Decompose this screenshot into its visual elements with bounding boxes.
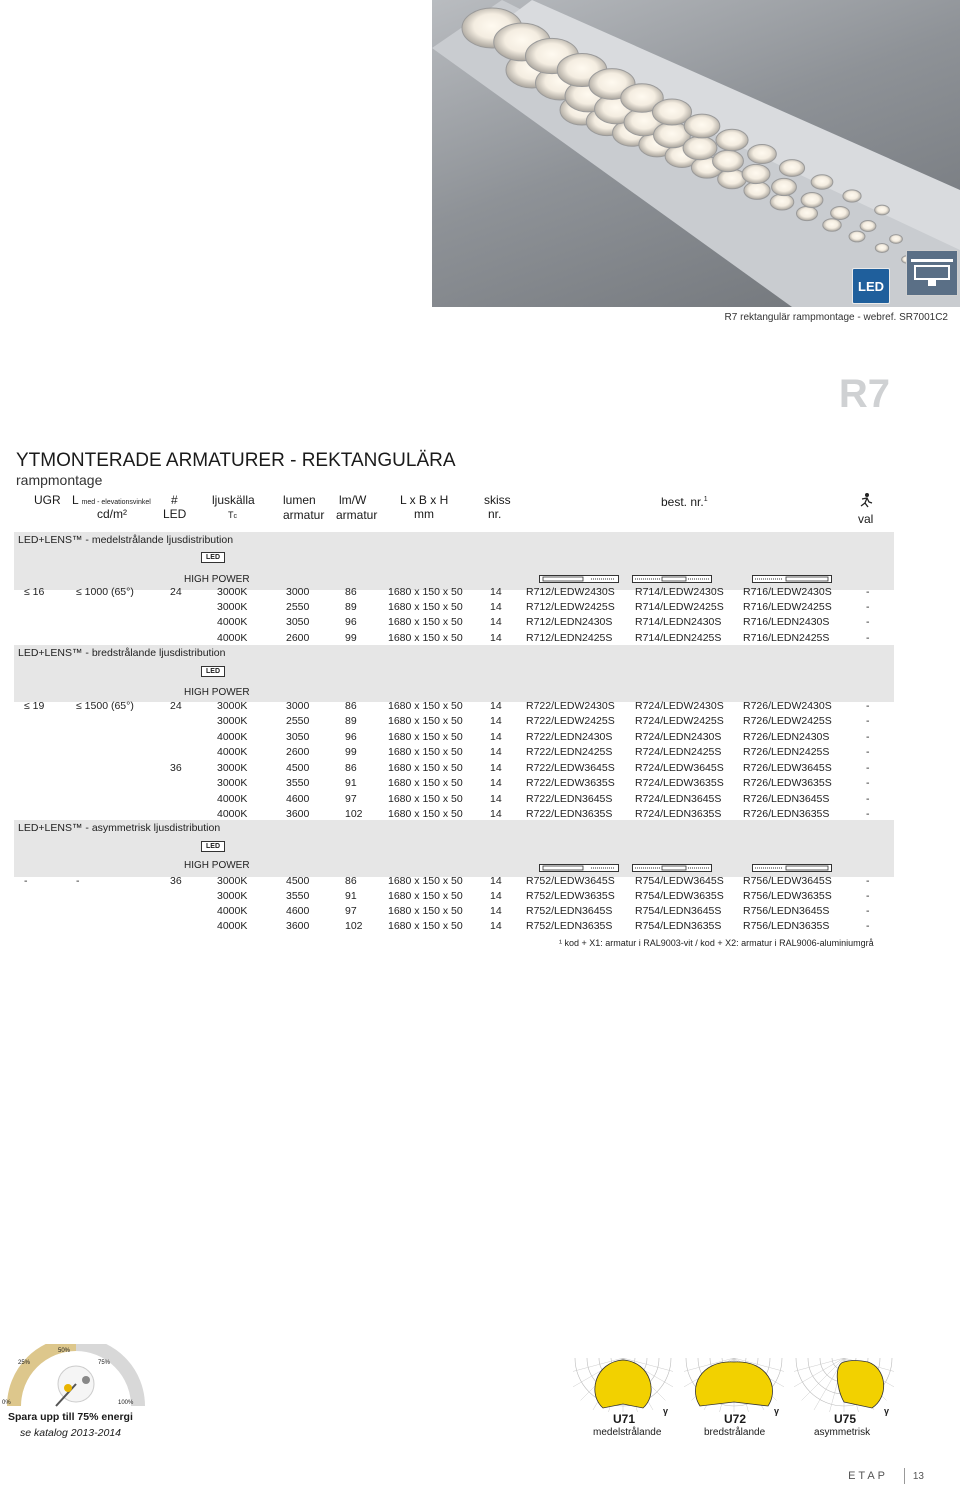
cell-order-r7x6: R726/LEDW2425S xyxy=(743,715,832,727)
cell-sketch: 14 xyxy=(490,762,502,774)
cell-val: - xyxy=(866,808,870,820)
cell-sketch: 14 xyxy=(490,890,502,902)
header-number: # xyxy=(171,493,178,507)
cell-dimensions: 1680 x 150 x 50 xyxy=(388,762,463,774)
cell-dimensions: 1680 x 150 x 50 xyxy=(388,700,463,712)
cell-efficacy: 91 xyxy=(345,890,357,902)
section-label-wide: LED+LENS™ - bredstrålande ljusdistribution xyxy=(18,647,226,659)
cell-sketch: 14 xyxy=(490,920,502,932)
cell-colour-temp: 4000K xyxy=(217,808,248,820)
cell-order-r7x6: R756/LEDW3635S xyxy=(743,890,832,902)
cell-lumen: 3600 xyxy=(286,920,310,932)
cell-val: - xyxy=(866,586,870,598)
cell-val: - xyxy=(866,700,870,712)
header-lumen-unit: armatur xyxy=(283,508,325,522)
cell-sketch: 14 xyxy=(490,746,502,758)
reflector-cup xyxy=(772,178,797,195)
table-row xyxy=(0,762,960,777)
cell-efficacy: 97 xyxy=(345,793,357,805)
page-subtitle: rampmontage xyxy=(16,472,103,488)
cell-order-r7x6: R756/LEDN3645S xyxy=(743,905,830,917)
cell-dimensions: 1680 x 150 x 50 xyxy=(388,777,463,789)
cell-lumen: 3000 xyxy=(286,586,310,598)
cell-sketch: 14 xyxy=(490,793,502,805)
cell-dimensions: 1680 x 150 x 50 xyxy=(388,715,463,727)
high-power-label-asymmetric: HIGH POWER xyxy=(184,860,250,871)
cell-order-r7x2: R722/LEDW3635S xyxy=(526,777,615,789)
cell-order-r7x6: R726/LEDN3645S xyxy=(743,793,830,805)
gauge-tick-25: 25% xyxy=(18,1360,31,1366)
table-row xyxy=(0,632,960,647)
cell-dimensions: 1680 x 150 x 50 xyxy=(388,905,463,917)
gauge-tick-0: 0% xyxy=(2,1400,11,1406)
cell-order-r7x4: R714/LEDN2425S xyxy=(635,632,722,644)
polar-name: bredstrålande xyxy=(704,1427,766,1438)
header-lmed-unit: cd/m² xyxy=(97,507,127,521)
gauge-tick-100: 100% xyxy=(118,1400,134,1406)
cell-order-r7x2: R752/LEDN3635S xyxy=(526,920,613,932)
cell-ugr: ≤ 16 xyxy=(24,586,45,598)
cell-order-r7x4: R714/LEDW2425S xyxy=(635,601,724,613)
table-row xyxy=(0,905,960,920)
luminaire-sketch-icon xyxy=(539,859,619,867)
emergency-exit-icon xyxy=(856,492,874,513)
cell-val: - xyxy=(866,875,870,887)
polar-code: U71 xyxy=(613,1412,636,1426)
energy-saving-reference: se katalog 2013-2014 xyxy=(20,1427,121,1439)
cell-order-r7x2: R752/LEDW3635S xyxy=(526,890,615,902)
reflector-cup xyxy=(875,205,890,215)
cell-order-r7x2: R722/LEDN3635S xyxy=(526,808,613,820)
cell-dimensions: 1680 x 150 x 50 xyxy=(388,808,463,820)
table-row xyxy=(0,808,960,823)
cell-ugr: ≤ 19 xyxy=(24,700,45,712)
cell-sketch: 14 xyxy=(490,632,502,644)
reflector-cup xyxy=(713,150,744,171)
cell-colour-temp: 4000K xyxy=(217,632,248,644)
cell-order-r7x6: R716/LEDN2425S xyxy=(743,632,830,644)
cell-order-r7x4: R724/LEDW2430S xyxy=(635,700,724,712)
cell-val: - xyxy=(866,890,870,902)
cell-order-r7x2: R712/LEDW2425S xyxy=(526,601,615,613)
reflector-cup xyxy=(770,194,794,210)
reflector-cup xyxy=(831,206,850,219)
reflector-cup xyxy=(796,206,817,220)
cell-dimensions: 1680 x 150 x 50 xyxy=(388,632,463,644)
reflector-cup xyxy=(890,235,903,244)
gauge-tick-75: 75% xyxy=(98,1360,111,1366)
cell-lumen: 4600 xyxy=(286,793,310,805)
cell-led-count: 24 xyxy=(170,700,182,712)
header-order xyxy=(661,493,708,509)
reflector-cup xyxy=(843,190,861,202)
cell-order-r7x2: R722/LEDN2425S xyxy=(526,746,613,758)
cell-lumen: 3050 xyxy=(286,731,310,743)
cell-efficacy: 102 xyxy=(345,920,363,932)
cell-dimensions: 1680 x 150 x 50 xyxy=(388,586,463,598)
cell-order-r7x2: R752/LEDW3645S xyxy=(526,875,615,887)
header-ugr: UGR xyxy=(34,493,61,507)
led-badge: LED xyxy=(852,268,890,304)
table-row xyxy=(0,920,960,935)
cell-order-r7x6: R726/LEDW3645S xyxy=(743,762,832,774)
cell-sketch: 14 xyxy=(490,616,502,628)
luminaire-sketch-icon xyxy=(632,570,712,578)
cell-order-r7x6: R726/LEDW3635S xyxy=(743,777,832,789)
cell-order-r7x6: R726/LEDW2430S xyxy=(743,700,832,712)
cell-order-r7x4: R724/LEDW2425S xyxy=(635,715,724,727)
high-power-label-medium: HIGH POWER xyxy=(184,574,250,585)
cell-colour-temp: 3000K xyxy=(217,715,248,727)
cell-efficacy: 97 xyxy=(345,905,357,917)
cell-colour-temp: 4000K xyxy=(217,746,248,758)
energy-saving-label: Spara upp till 75% energi xyxy=(8,1411,133,1423)
cell-order-r7x4: R724/LEDW3645S xyxy=(635,762,724,774)
reflector-cup xyxy=(683,136,717,159)
cell-dimensions: 1680 x 150 x 50 xyxy=(388,920,463,932)
cell-colour-temp: 3000K xyxy=(217,700,248,712)
reflector-cup xyxy=(860,221,876,232)
cell-val: - xyxy=(866,905,870,917)
cell-order-r7x2: R722/LEDN3645S xyxy=(526,793,613,805)
cell-order-r7x2: R712/LEDW2430S xyxy=(526,586,615,598)
product-code: R7 xyxy=(838,372,890,416)
cell-efficacy: 102 xyxy=(345,808,363,820)
header-dimensions: L x B x H xyxy=(400,493,449,507)
high-power-label-wide: HIGH POWER xyxy=(184,687,250,698)
cell-efficacy: 99 xyxy=(345,632,357,644)
section-label-asymmetric: LED+LENS™ - asymmetrisk ljusdistribution xyxy=(18,822,221,834)
cell-lumen: 4500 xyxy=(286,762,310,774)
cell-efficacy: 86 xyxy=(345,875,357,887)
cell-colour-temp: 4000K xyxy=(217,905,248,917)
reflector-cup xyxy=(716,129,748,150)
cell-colour-temp: 4000K xyxy=(217,616,248,628)
page-title: YTMONTERADE ARMATURER - REKTANGULÄRA xyxy=(16,450,456,471)
cell-order-r7x6: R726/LEDN3635S xyxy=(743,808,830,820)
cell-colour-temp: 3000K xyxy=(217,586,248,598)
page-number: 13 xyxy=(912,1471,924,1482)
table-row xyxy=(0,731,960,746)
header-order-footnote: 1 xyxy=(703,496,708,503)
cell-val: - xyxy=(866,632,870,644)
luminaire-sketch-icon xyxy=(752,570,832,578)
cell-sketch: 14 xyxy=(490,808,502,820)
reflector-cup xyxy=(811,175,833,189)
cell-order-r7x2: R722/LEDW2425S xyxy=(526,715,615,727)
cell-val: - xyxy=(866,715,870,727)
cell-sketch: 14 xyxy=(490,875,502,887)
cell-colour-temp: 3000K xyxy=(217,777,248,789)
reflector-cup xyxy=(823,219,841,232)
cell-efficacy: 96 xyxy=(345,731,357,743)
luminaire-illustration xyxy=(432,0,960,307)
reflector-cup xyxy=(779,160,804,177)
cell-val: - xyxy=(866,601,870,613)
cell-dimensions: 1680 x 150 x 50 xyxy=(388,746,463,758)
cell-order-r7x4: R754/LEDW3645S xyxy=(635,875,724,887)
brand-logo: ETAP xyxy=(848,1470,888,1482)
header-number-unit: LED xyxy=(163,507,187,521)
cell-lumen: 2600 xyxy=(286,632,310,644)
cell-val: - xyxy=(866,616,870,628)
cell-order-r7x4: R714/LEDW2430S xyxy=(635,586,724,598)
cell-efficacy: 89 xyxy=(345,715,357,727)
cell-order-r7x4: R724/LEDN3645S xyxy=(635,793,722,805)
cell-val: - xyxy=(866,746,870,758)
cell-efficacy: 91 xyxy=(345,777,357,789)
cell-order-r7x2: R722/LEDW2430S xyxy=(526,700,615,712)
cell-lumen: 2550 xyxy=(286,601,310,613)
cell-lumen: 2550 xyxy=(286,715,310,727)
cell-efficacy: 99 xyxy=(345,746,357,758)
cell-lumen: 3600 xyxy=(286,808,310,820)
cell-luminance: ≤ 1000 (65°) xyxy=(76,586,134,598)
gamma-symbol: γ xyxy=(663,1406,669,1416)
polar-code: U75 xyxy=(834,1412,857,1426)
cell-ugr: - xyxy=(24,875,28,887)
reflector-cup xyxy=(742,164,770,183)
cell-order-r7x2: R712/LEDN2430S xyxy=(526,616,613,628)
cell-order-r7x4: R714/LEDN2430S xyxy=(635,616,722,628)
luminaire-sketch-icon xyxy=(539,570,619,578)
cell-order-r7x6: R716/LEDW2430S xyxy=(743,586,832,598)
cell-val: - xyxy=(866,731,870,743)
surface-mount-icon xyxy=(906,250,958,296)
cell-order-r7x4: R754/LEDN3635S xyxy=(635,920,722,932)
cell-luminance: - xyxy=(76,875,80,887)
table-row xyxy=(0,715,960,730)
table-row xyxy=(0,890,960,905)
cell-efficacy: 89 xyxy=(345,601,357,613)
cell-dimensions: 1680 x 150 x 50 xyxy=(388,875,463,887)
footnote: ¹ kod + X1: armatur i RAL9003-vit / kod + X2: armatur i RAL9006-aluminiumgrå xyxy=(559,938,874,948)
cell-dimensions: 1680 x 150 x 50 xyxy=(388,601,463,613)
cell-val: - xyxy=(866,793,870,805)
cell-order-r7x2: R752/LEDN3645S xyxy=(526,905,613,917)
header-lmw: lm/W xyxy=(339,493,367,507)
header-source-unit-sub: c xyxy=(233,513,237,520)
cell-dimensions: 1680 x 150 x 50 xyxy=(388,616,463,628)
reflector-cup xyxy=(875,243,888,252)
cell-dimensions: 1680 x 150 x 50 xyxy=(388,731,463,743)
section-label-medium: LED+LENS™ - medelstrålande ljusdistribution xyxy=(18,534,234,546)
cell-order-r7x4: R724/LEDW3635S xyxy=(635,777,724,789)
polar-diagram-u75 xyxy=(794,1358,894,1412)
table-row xyxy=(0,616,960,631)
cell-order-r7x6: R756/LEDW3645S xyxy=(743,875,832,887)
cell-val: - xyxy=(866,920,870,932)
cell-order-r7x4: R724/LEDN3635S xyxy=(635,808,722,820)
cell-led-count: 24 xyxy=(170,586,182,598)
cell-lumen: 2600 xyxy=(286,746,310,758)
product-photo xyxy=(432,0,960,307)
header-order-label: best. nr. xyxy=(661,495,704,509)
polar-name: medelstrålande xyxy=(593,1427,662,1438)
cell-sketch: 14 xyxy=(490,731,502,743)
footer-divider xyxy=(904,1468,905,1484)
header-source-unit-t: T xyxy=(228,510,234,520)
cell-dimensions: 1680 x 150 x 50 xyxy=(388,793,463,805)
cell-led-count: 36 xyxy=(170,762,182,774)
luminaire-sketch-icon xyxy=(752,859,832,867)
cell-colour-temp: 4000K xyxy=(217,920,248,932)
cell-colour-temp: 3000K xyxy=(217,890,248,902)
cell-order-r7x4: R754/LEDW3635S xyxy=(635,890,724,902)
cell-lumen: 3050 xyxy=(286,616,310,628)
photo-caption: R7 rektangulär rampmontage - webref. SR7001C2 xyxy=(724,312,948,323)
cell-order-r7x4: R724/LEDN2425S xyxy=(635,746,722,758)
table-row xyxy=(0,601,960,616)
polar-code: U72 xyxy=(724,1412,747,1426)
cell-order-r7x2: R722/LEDW3645S xyxy=(526,762,615,774)
cell-dimensions: 1680 x 150 x 50 xyxy=(388,890,463,902)
cell-order-r7x4: R724/LEDN2430S xyxy=(635,731,722,743)
table-row xyxy=(0,586,960,601)
cell-colour-temp: 3000K xyxy=(217,762,248,774)
cell-lumen: 4500 xyxy=(286,875,310,887)
led-tag-asymmetric: LED xyxy=(201,841,225,852)
gamma-symbol: γ xyxy=(774,1406,780,1416)
reflector-cup xyxy=(744,182,770,200)
cell-colour-temp: 4000K xyxy=(217,793,248,805)
cell-sketch: 14 xyxy=(490,905,502,917)
polar-diagram-u71 xyxy=(573,1358,673,1412)
table-row xyxy=(0,746,960,761)
luminaire-sketch-icon xyxy=(632,859,712,867)
header-lmed-label: L xyxy=(72,493,79,507)
cell-order-r7x6: R756/LEDN3635S xyxy=(743,920,830,932)
cell-sketch: 14 xyxy=(490,601,502,613)
polar-name: asymmetrisk xyxy=(814,1427,871,1438)
header-source-unit xyxy=(228,507,237,524)
cell-lumen: 4600 xyxy=(286,905,310,917)
reflector-cup xyxy=(748,144,777,163)
led-tag-wide: LED xyxy=(201,666,225,677)
cell-order-r7x2: R722/LEDN2430S xyxy=(526,731,613,743)
cell-order-r7x6: R716/LEDN2430S xyxy=(743,616,830,628)
reflector-cup xyxy=(684,114,720,138)
header-sketch-unit: nr. xyxy=(488,507,502,521)
cell-lumen: 3550 xyxy=(286,777,310,789)
polar-diagram-u72 xyxy=(684,1358,784,1412)
header-sketch: skiss xyxy=(484,493,511,507)
cell-order-r7x6: R726/LEDN2425S xyxy=(743,746,830,758)
cell-efficacy: 86 xyxy=(345,762,357,774)
cell-sketch: 14 xyxy=(490,700,502,712)
header-source: ljuskälla xyxy=(212,493,255,507)
header-dimensions-unit: mm xyxy=(414,507,434,521)
header-lmw-unit: armatur xyxy=(336,508,378,522)
cell-lumen: 3000 xyxy=(286,700,310,712)
cell-order-r7x6: R716/LEDW2425S xyxy=(743,601,832,613)
table-row xyxy=(0,700,960,715)
cell-sketch: 14 xyxy=(490,777,502,789)
cell-sketch: 14 xyxy=(490,715,502,727)
gamma-symbol: γ xyxy=(884,1406,890,1416)
cell-order-r7x6: R726/LEDN2430S xyxy=(743,731,830,743)
led-tag-medium: LED xyxy=(201,552,225,563)
gauge-tick-50: 50% xyxy=(58,1348,71,1354)
header-val: val xyxy=(858,512,874,526)
header-lmed-subscript: med - elevationsvinkel xyxy=(81,499,151,506)
cell-colour-temp: 3000K xyxy=(217,601,248,613)
reflector-cup xyxy=(849,231,865,242)
cell-colour-temp: 4000K xyxy=(217,731,248,743)
table-row xyxy=(0,777,960,792)
cell-sketch: 14 xyxy=(490,586,502,598)
cell-efficacy: 86 xyxy=(345,586,357,598)
cell-lumen: 3550 xyxy=(286,890,310,902)
cell-led-count: 36 xyxy=(170,875,182,887)
cell-luminance: ≤ 1500 (65°) xyxy=(76,700,134,712)
table-row xyxy=(0,875,960,890)
cell-efficacy: 96 xyxy=(345,616,357,628)
cell-efficacy: 86 xyxy=(345,700,357,712)
cell-val: - xyxy=(866,762,870,774)
cell-colour-temp: 3000K xyxy=(217,875,248,887)
table-row xyxy=(0,793,960,808)
cell-order-r7x2: R712/LEDN2425S xyxy=(526,632,613,644)
cell-val: - xyxy=(866,777,870,789)
reflector-cup xyxy=(801,192,823,207)
cell-order-r7x4: R754/LEDN3645S xyxy=(635,905,722,917)
header-lumen: lumen xyxy=(283,493,316,507)
